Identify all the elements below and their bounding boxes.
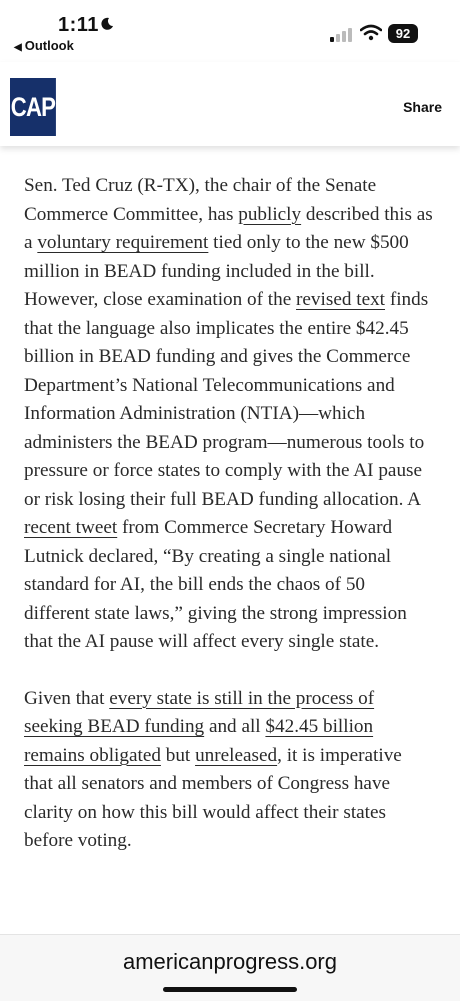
share-button[interactable]: Share xyxy=(403,99,442,115)
status-bar xyxy=(0,0,460,58)
back-to-app-link[interactable] xyxy=(14,38,74,53)
article-link[interactable]: recent tweet xyxy=(24,517,118,538)
article-text: and all xyxy=(204,716,266,737)
battery-icon xyxy=(388,24,418,43)
article-text: but xyxy=(160,744,196,766)
back-app-label: Outlook xyxy=(24,38,74,53)
status-time: 1:11 xyxy=(58,14,99,36)
article-link[interactable]: unreleased xyxy=(195,744,278,766)
article-link[interactable]: revised text xyxy=(296,289,386,310)
article-text: described this as a xyxy=(24,203,433,253)
site-header xyxy=(0,62,460,146)
article-link[interactable]: $42.45 billion remains obligated xyxy=(24,716,374,766)
home-indicator xyxy=(163,987,297,992)
article-body xyxy=(24,172,434,856)
wifi-icon xyxy=(360,24,382,42)
article-paragraph xyxy=(24,172,434,657)
moon-icon xyxy=(100,17,114,31)
article-link[interactable]: every state is still in the process of seeking BEAD funding xyxy=(24,687,375,737)
battery-level: 92 xyxy=(395,26,411,41)
article-link[interactable]: voluntary requirement xyxy=(37,232,209,253)
article-link[interactable]: publicly xyxy=(238,203,302,225)
article-text: finds that the language also implicates the entire $42.45 billion in BEAD funding and gives the Commerce Department’s National Telecommunications and Information Administration (NTIA)—which administers the BEAD program—numerous tools to pressure or force states to comply with the AI pause or risk losing their full BEAD funding allocation. A xyxy=(24,289,429,510)
cap-logo[interactable]: CAP xyxy=(10,78,56,136)
article-text: Sen. Ted Cruz (R-TX), the chair of the Senate Commerce Committee, has xyxy=(24,175,377,225)
browser-address-bar[interactable] xyxy=(0,934,460,1001)
url-text[interactable]: americanprogress.org xyxy=(123,949,337,974)
article-text: , it is imperative that all senators and members of Congress have clarity on how this bill would affect their states before voting. xyxy=(24,744,402,851)
article-text: from Commerce Secretary Howard Lutnick declared, “By creating a single national standard for AI, the bill ends the chaos of 50 different state laws,” giving the strong impression that the AI pause will affect every single state. xyxy=(24,517,407,652)
article-text: Given that xyxy=(24,687,110,709)
signal-icon xyxy=(330,28,352,42)
back-triangle-icon: ◀ xyxy=(14,42,22,53)
article-text: tied only to the new $500 million in BEAD funding included in the bill. However, close examination of the xyxy=(24,232,409,310)
article-paragraph xyxy=(24,685,434,856)
